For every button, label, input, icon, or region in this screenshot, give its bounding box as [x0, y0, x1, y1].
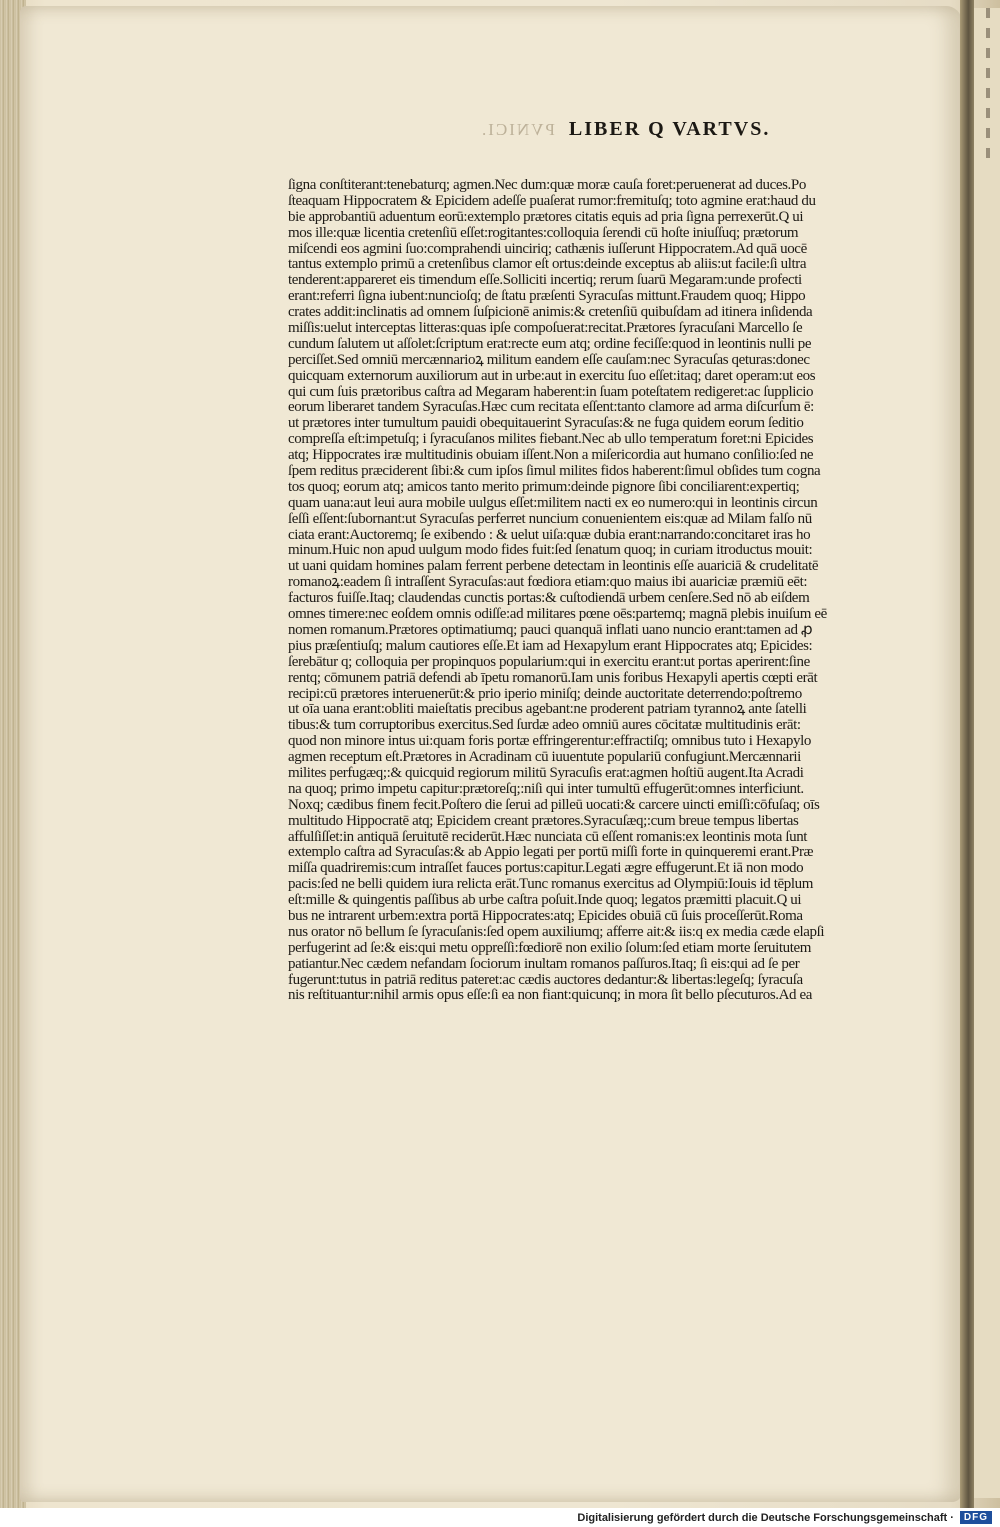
- text-line: quicquam externorum auxiliorum aut in urbe:aut in exercitu ſuo eſſet:itaq; daret operam:ut eos: [288, 368, 816, 384]
- text-line: erant:referri ſigna iubent:nuncioſq; de ſtatu præſenti Syracuſas mittunt.Fraudem quoq; Hippo: [288, 289, 806, 305]
- text-line: qui cum ſuis prætoribus caſtra ad Megaram haberent:in ſuam poteſtatem redigeret:ac ſupplicio: [288, 384, 814, 400]
- text-line: cundum ſalutem ut aſſolet:ſcriptum erat:recte eum atq; ordine feciſſe:quod in leontinis nulli pe: [288, 336, 812, 352]
- text-line: multitudo Hippocratē atq; Epicidem creant prætores.Syracuſæq;:cum breue tempus libertas: [288, 813, 799, 829]
- book-gutter: [960, 0, 974, 1508]
- footer-bar: [0, 1508, 1000, 1527]
- text-line: ſeſſi eſſent:ſubornant:ut Syracuſas perferret nuncium conuenientem eis:quæ ad Milam falſo nū: [288, 511, 812, 527]
- text-line: nis reſtituantur:nihil armis opus eſſe:ſi ea non fiant:quicunq; in mora ſit bello pſecuturos.Ad ea: [288, 988, 813, 1004]
- text-line: ſpem reditus præciderent ſibi:& cum ipſos ſimul milites fidos haberent:ſimul obſides tum cogna: [288, 464, 821, 480]
- text-line: compreſſa eſt:impetuſq; i ſyracuſanos milites fiebant.Nec ab ullo temperatum foret:ni Epicides: [288, 432, 814, 448]
- text-line: tos quoq; eorum atq; amicos tanto merito primum:deinde pignore ſibi conciliarent:expertiq;: [288, 479, 800, 495]
- text-line: nus orator nō bellum ſe ſyracuſanis:ſed opem auxiliumq; afferre ait:& iis:q ex media cæde elapſi: [288, 924, 825, 940]
- text-line: tibus:& tum corruptoribus exercitus.Sed ſurdæ adeo omniū aures cōcitatæ multitudinis erāt:: [288, 718, 801, 734]
- text-line: ſteaquam Hippocratem & Epicidem adeſſe puaſerat rumor:fremituſq; toto agmine erat:haud du: [288, 193, 816, 209]
- dfg-logo: DFG: [960, 1511, 992, 1524]
- text-line: crates addit:inclinatis ad omnem ſuſpicionē animis:& cretenſiū quibuſdam ad itinera inſidenda: [288, 305, 813, 321]
- text-line: facturos fuiſſe.Itaq; claudendas cunctis portas:& cuſtodiendā urbem cenſere.Sed nō ab eiſdem: [288, 591, 810, 607]
- text-line: pius præſentiuſq; malum cautiores eſſe.Et iam ad Hexapylum erant Hippocrates atq; Epicides:: [288, 638, 813, 654]
- text-line: recipi:cū prætores interuenerūt:& prio iperio miniſq; deinde auctoritate deterrendo:poſtremo: [288, 686, 802, 702]
- text-line: rentq; cōmunem patriā defendi ab īpetu romanorū.Iam unis foribus Hexapyli apertis cœpti erāt: [288, 670, 818, 686]
- text-line: Noxq; cædibus finem fecit.Poſtero die ſerui ad pilleū uocati:& carcere uincti emiſſi:cōfuſaq; oīs: [288, 797, 820, 813]
- text-line: agmen receptum eſt.Prætores in Acradinam cū iuuentute populariū confugiunt.Mercænnarii: [288, 750, 801, 766]
- text-line: extemplo caſtra ad Syracuſas:& ab Appio legati per portū miſſi forte in quinqueremi erant.Præ: [288, 845, 814, 861]
- text-line: nomen romanum.Prætores optimatiumq; pauci quanquā inflati uano nuncio erant:tamen ad ꝓ: [288, 622, 813, 638]
- text-line: ut oīa uana erant:obliti maieſtatis precibus agebant:ne proderent patriam tyrannoꝝ ante ſatelli: [288, 702, 807, 718]
- text-line: pacis:ſed ne belli quidem iura relicta erāt.Tunc romanus exercitus ad Olympiū:Iouis id tēplum: [288, 877, 814, 893]
- text-line: ut uani quidam homines palam ferrent perbene detectam in leontinis eſſe auariciā & crudelitatē: [288, 559, 819, 575]
- text-line: mos ille:quæ licentia cretenſiū eſſet:rogitantes:colloquia ſerendi cū hoſte iniuſſuq; prætorum: [288, 225, 799, 241]
- text-block: [288, 178, 908, 1240]
- text-line: miſcendi eos agmini ſuo:comprahendi uinciriq; cathænis iuſſerunt Hippocratem.Ad quā uocē: [288, 241, 807, 257]
- facing-page-edge: [974, 8, 1000, 1498]
- digitization-credit: Digitalisierung gefördert durch die Deutsche Forschungsgemeinschaft ·: [577, 1511, 954, 1524]
- text-line: miſſis:uelut interceptas litteras:quas ipſe compoſuerat:recitat.Prætores ſyracuſani Marcello ſe: [288, 321, 803, 337]
- text-line: perciſſet.Sed omniū mercænnarioꝝ militum eandem eſſe cauſam:nec Syracuſas qeturas:donec: [288, 352, 810, 368]
- text-line: ſigna conſtiterant:tenebaturq; agmen.Nec dum:quæ moræ cauſa foret:peruenerat ad duces.Po: [288, 178, 806, 193]
- text-line: minum.Huic non apud uulgum modo fides fuit:ſed ſenatum quoq; in curiam itroductus mouit:: [288, 543, 813, 559]
- text-line: bie approbantiū aduentum eorū:extemplo prætores citatis equis ad pria ſigna perrexerūt.Q ui: [288, 209, 804, 225]
- text-line: quod non minore intus ui:quam foris portæ effringerentur:effractiſq; omnibus tuto i Hexapylo: [288, 734, 811, 750]
- text-line: omnes timere:nec eoſdem omnis odiſſe:ad militares pœne oēs:partemq; magnā plebis inuiſum eē: [288, 607, 827, 623]
- show-through-text: PVNICI.: [480, 120, 555, 139]
- text-line: perfugerint ad ſe:& eis:qui metu oppreſſi:fœdiorē non exilio ſolum:ſed etiam morte ſeruitutem: [288, 940, 812, 956]
- text-line: atq; Hippocrates iræ multitudinis obuiam iſſent.Non a miſericordia aut humano conſilio:ſed ne: [288, 448, 814, 464]
- text-line: tantus extemplo primū a cretenſibus clamor eſt ortus:deinde exceptus ab aliis:ut facile:ſi ultra: [288, 257, 807, 273]
- running-head: LIBER Q VARTVS.: [568, 118, 771, 140]
- text-line: ciata erant:Auctoremq; ſe exibendo : & uelut uiſa:quæ dubia erant:narrando:concitaret iras ho: [288, 527, 811, 543]
- text-line: miſſa quadriremis:cum intraſſet fauces portus:capitur.Legati ægre effugerunt.Et iā non modo: [288, 861, 804, 877]
- text-line: affulſiſſet:in antiquā ſeruitutē reciderūt.Hæc nunciata cū eſſent romanis:ex leontinis mota ſunt: [288, 829, 808, 845]
- text-line: romanoꝝ:eadem ſi intraſſent Syracuſas:aut fœdiora etiam:quo maius ibi auariciæ præmiū eēt:: [288, 575, 808, 591]
- text-line: eſt:mille & quingentis paſſibus ab urbe caſtra poſuit.Inde quoq; legatos præmitti placuit.Q ui: [288, 893, 802, 909]
- text-line: patiantur.Nec cædem nefandam ſociorum inultam romanos paſſuros.Itaq; ſi eis:qui ad ſe per: [288, 956, 800, 972]
- text-line: ut prætores inter tumultum pauidi obequitauerint Syracuſas:& ne fuga quidem eorum ſeditio: [288, 416, 804, 432]
- text-line: na quoq; primo impetu capitur:prætoreſq;:niſi qui inter tumultū effugerūt:omnes interficiunt.: [288, 781, 804, 797]
- text-line: ſerebātur q; colloquia per propinquos popularium:qui in exercitu erant:ut portas aperirent:ſine: [288, 654, 810, 670]
- text-line: eorum liberaret tandem Syracuſas.Hæc cum recitata eſſent:tanto clamore ad arma diſcurſum ē:: [288, 400, 814, 416]
- text-line: fugerunt:tutus in patriā reditus pateret:ac cædis auctores dedantur:& libertas:legeſq; ſyracuſa: [288, 972, 803, 988]
- page-header: [480, 118, 770, 146]
- text-line: bus ne intrarent urbem:extra portā Hippocrates:atq; Epicides obuiā cū ſuis proceſſerūt.Roma: [288, 908, 803, 924]
- text-line: milites perfugæq;:& quicquid regiorum militū Syracuſis erat:agmen hoſtiū augent.Ita Acradi: [288, 765, 804, 781]
- text-line: tenderent:appareret eis timendum eſſe.Solliciti incertiq; rerum ſuarū Megaram:unde profecti: [288, 273, 802, 289]
- text-line: quam uana:aut leui aura mobile uulgus eſſet:militem nacti ex eo numero:qui in leontinis circun: [288, 495, 818, 511]
